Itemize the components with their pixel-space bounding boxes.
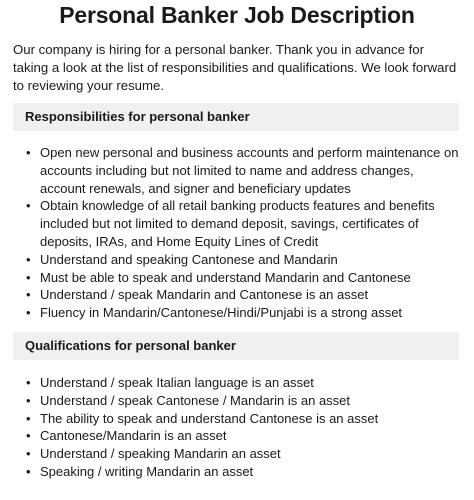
list-item [13,144,459,197]
list-item-text: Understand and speaking Cantonese and Mandarin [40,251,338,267]
responsibilities-heading: Responsibilities for personal banker [13,103,459,131]
list-item-text: Must be able to speak and understand Mandarin and Cantonese [40,269,411,285]
bullet-icon: • [26,446,31,462]
list-item-text: Cantonese/Mandarin is an asset [40,428,227,444]
bullet-icon: • [26,198,31,214]
list-item [13,374,459,392]
list-item [13,304,459,322]
list-item-text: The ability to speak and understand Cantonese is an asset [40,410,379,426]
list-item [13,427,459,445]
bullet-icon: • [26,428,31,444]
list-item-text: Understand / speak Italian language is an asset [40,375,314,390]
bullet-icon: • [26,145,31,160]
bullet-icon: • [26,251,31,267]
list-item-text: Understand / speak Mandarin and Cantonese is an asset [40,287,369,303]
qualifications-heading: Qualifications for personal banker [13,332,459,360]
list-item [13,251,459,269]
bullet-icon: • [26,375,31,390]
bullet-icon: • [26,305,31,321]
bullet-icon: • [26,463,31,479]
list-item [13,269,459,287]
list-item [13,286,459,304]
list-item [13,445,459,463]
list-item-text: Understand / speaking Mandarin an asset [40,446,281,462]
list-item-text: Obtain knowledge of all retail banking products features and benefits included but not limited to demand deposit, savings, certificates of deposits, IRAs, and Home Equity Lines of Credit [40,198,435,249]
list-item-text: Open new personal and business accounts and perform maintenance on accounts including but not limited to name and address changes, account renewals, and signer and beneficiary updates [40,145,459,196]
bullet-icon: • [26,392,31,408]
list-item-text: Speaking / writing Mandarin an asset [40,463,254,479]
list-item [13,463,459,481]
list-item-text: Understand / speak Cantonese / Mandarin is an asset [40,392,351,408]
intro-paragraph: Our company is hiring for a personal banker. Thank you in advance for taking a look at the list of responsibilities and qualifications. We look forward to reviewing your resume. [13,42,457,93]
bullet-icon: • [26,410,31,426]
bullet-icon: • [26,269,31,285]
list-item [13,197,459,250]
bullet-icon: • [26,287,31,303]
qualifications-list [13,374,459,481]
page-title: Personal Banker Job Description [59,2,415,28]
list-item [13,410,459,428]
responsibilities-list [13,144,459,322]
list-item-text: Fluency in Mandarin/Cantonese/Hindi/Punjabi is a strong asset [40,305,403,321]
list-item [13,392,459,410]
